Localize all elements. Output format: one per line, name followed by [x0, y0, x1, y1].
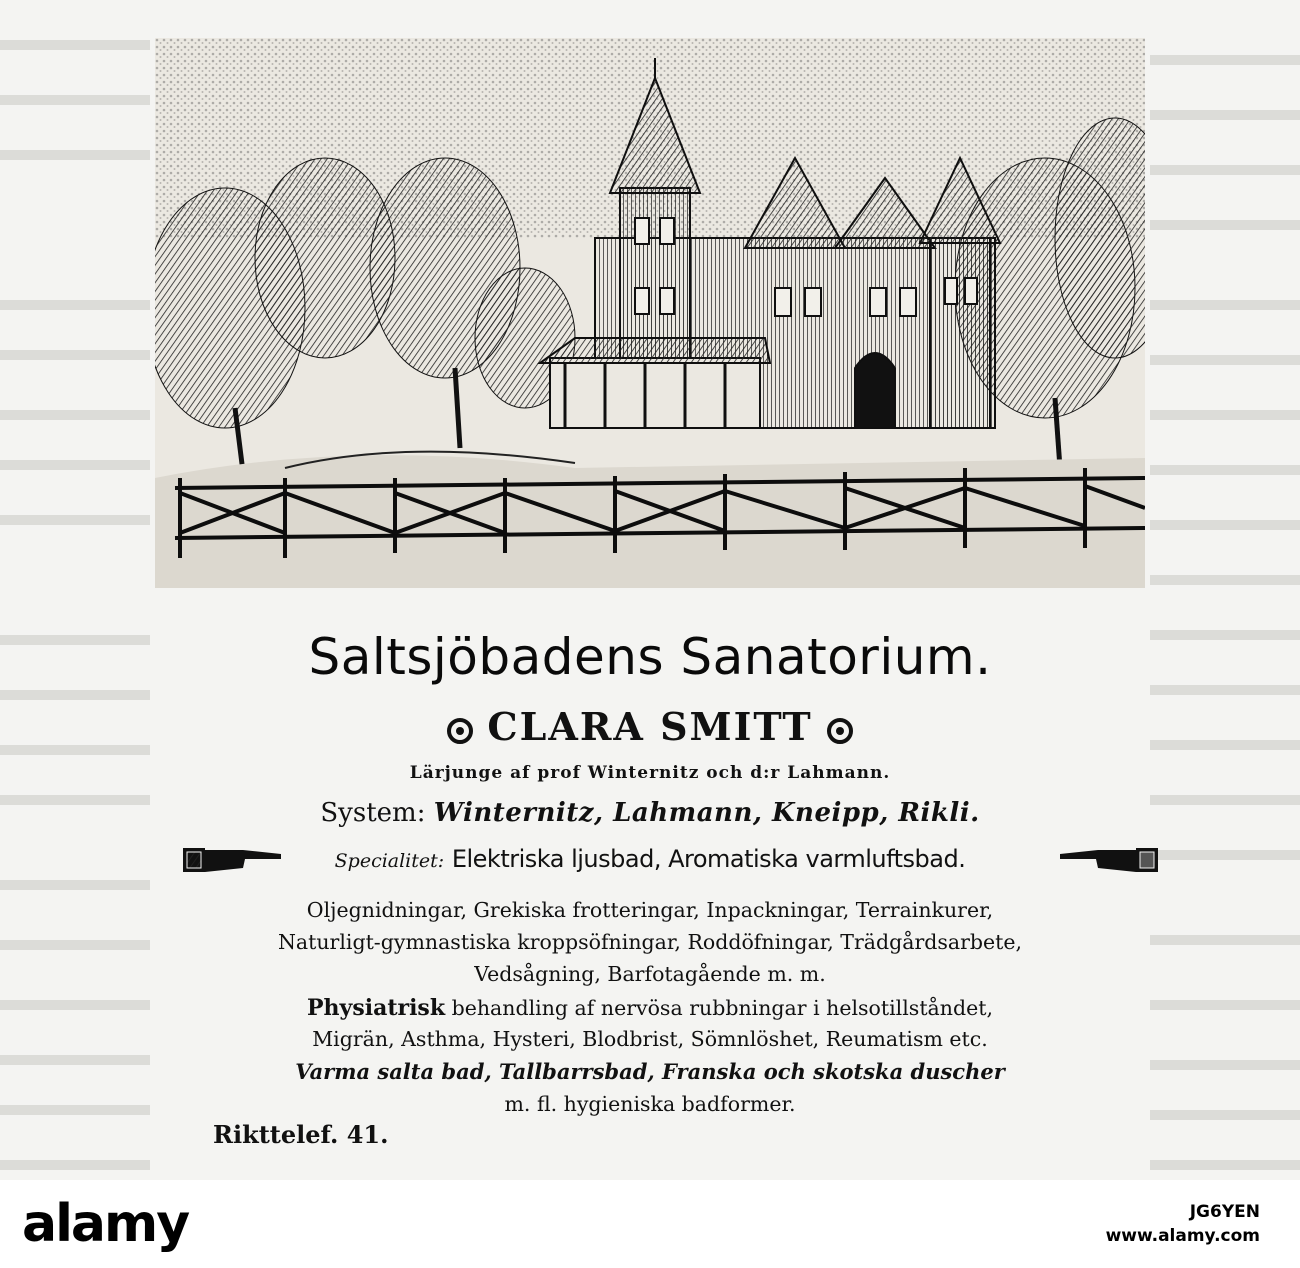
baths-line: Varma salta bad, Tallbarrsbad, Franska och skotska duscher	[295, 1059, 1005, 1084]
system-value: Winternitz, Lahmann, Kneipp, Rikli.	[433, 798, 980, 828]
proprietor-name: CLARA SMITT	[487, 704, 813, 749]
physiatric-bold: Physiatrisk	[307, 995, 446, 1021]
stock-url: www.alamy.com	[1105, 1226, 1260, 1246]
bullseye-ornament-right	[827, 718, 853, 744]
specialty-label: Specialitet:	[334, 850, 445, 872]
system-line	[0, 798, 1300, 828]
specialty-line	[0, 845, 1300, 873]
treatments-line-3: Vedsågning, Barfotagående m. m.	[474, 962, 826, 986]
advert-title: Saltsjöbadens Sanatorium.	[308, 628, 992, 686]
specialty-value: Elektriska ljusbad, Aromatiska varmluftsbad.	[451, 845, 966, 873]
image-id: JG6YEN	[1189, 1202, 1260, 1222]
proprietor-row	[0, 704, 1300, 749]
system-label: System:	[320, 798, 426, 828]
pupil-line: Lärjunge af prof Winternitz och d:r Lahmann.	[409, 763, 891, 783]
treatments-line-2: Naturligt-gymnastiska kroppsöfningar, Roddöfningar, Trädgårdsarbete,	[277, 930, 1023, 954]
treatments-line-1: Oljegnidningar, Grekiska frotteringar, Inpackningar, Terrainkurer,	[306, 898, 994, 922]
telephone-number: Rikttelef. 41.	[213, 1120, 389, 1149]
physiatric-rest: behandling af nervösa rubbningar i helsotillståndet,	[451, 996, 993, 1020]
physiatric-line	[0, 995, 1300, 1021]
conditions-line: Migrän, Asthma, Hysteri, Blodbrist, Sömnlöshet, Reumatism etc.	[312, 1027, 988, 1051]
stock-watermark-bar	[0, 1180, 1300, 1268]
bullseye-ornament-left	[447, 718, 473, 744]
alamy-logo: alamy	[22, 1194, 189, 1254]
watermark-info	[1106, 1200, 1260, 1248]
sanatorium-engraving	[155, 38, 1145, 588]
baths-tail-line: m. fl. hygieniska badformer.	[504, 1092, 796, 1116]
